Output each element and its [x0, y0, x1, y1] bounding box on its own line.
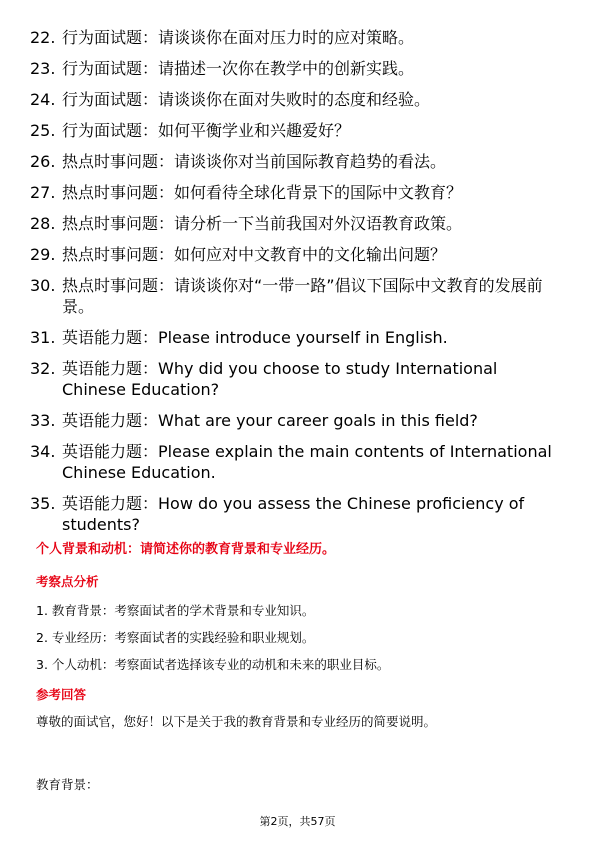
list-item: [30, 58, 565, 79]
list-item: [30, 441, 565, 483]
question-number: 30.: [30, 276, 56, 295]
answer-paragraph: 尊敬的面试官，您好！以下是关于我的教育背景和专业经历的简要说明。: [36, 714, 437, 729]
question-text: 行为面试题：请谈谈你在面对失败时的态度和经验。: [62, 90, 431, 109]
list-item: [30, 89, 565, 110]
question-text: 热点时事问题：如何看待全球化背景下的国际中文教育？: [62, 183, 463, 202]
list-item: [30, 182, 565, 203]
question-text: 英语能力题：What are your career goals in this field?: [62, 411, 478, 430]
question-number: 34.: [30, 442, 56, 461]
question-number: 26.: [30, 152, 56, 171]
list-item: 1. 教育背景：考察面试者的学术背景和专业知识。: [36, 603, 315, 618]
analysis-heading: 考察点分析: [36, 574, 99, 589]
question-text: 行为面试题：请描述一次你在教学中的创新实践。: [62, 59, 415, 78]
list-item: [30, 327, 565, 348]
question-number: 32.: [30, 359, 56, 378]
reference-heading: 参考回答: [36, 687, 87, 702]
list-item: [30, 213, 565, 234]
answer-paragraph: 教育背景：: [36, 777, 99, 792]
question-number: 31.: [30, 328, 56, 347]
question-text: 热点时事问题：请分析一下当前我国对外汉语教育政策。: [62, 214, 463, 233]
question-number: 22.: [30, 28, 56, 47]
analysis-points: [36, 602, 566, 673]
list-item: [30, 275, 565, 317]
page-footer: 第2页，共57页: [259, 815, 336, 828]
section-title: 个人背景和动机：请简述你的教育背景和专业经历。: [36, 542, 336, 557]
question-text: 英语能力题：Why did you choose to study International Chinese Education?: [62, 359, 498, 399]
list-item: [30, 27, 565, 48]
question-number: 28.: [30, 214, 56, 233]
question-text: 热点时事问题：请谈谈你对当前国际教育趋势的看法。: [62, 152, 447, 171]
list-item: [30, 410, 565, 431]
list-item: [30, 120, 565, 141]
question-text: 英语能力题：How do you assess the Chinese proficiency of students?: [62, 494, 525, 534]
question-text: 热点时事问题：请谈谈你对“一带一路”倡议下国际中文教育的发展前景。: [62, 276, 543, 316]
question-number: 23.: [30, 59, 56, 78]
question-number: 27.: [30, 183, 56, 202]
list-item: 3. 个人动机：考察面试者选择该专业的动机和未来的职业目标。: [36, 657, 390, 672]
question-list: [30, 27, 565, 545]
list-item: 2. 专业经历：考察面试者的实践经验和职业规划。: [36, 630, 315, 645]
answer-section: [36, 541, 566, 793]
question-text: 英语能力题：Please introduce yourself in English.: [62, 328, 448, 347]
question-number: 25.: [30, 121, 56, 140]
list-item: [30, 151, 565, 172]
question-text: 行为面试题：请谈谈你在面对压力时的应对策略。: [62, 28, 415, 47]
question-text: 英语能力题：Please explain the main contents of International Chinese Education.: [62, 442, 552, 482]
list-item: [30, 358, 565, 400]
question-text: 热点时事问题：如何应对中文教育中的文化输出问题？: [62, 245, 447, 264]
question-number: 33.: [30, 411, 56, 430]
list-item: [30, 244, 565, 265]
question-text: 行为面试题：如何平衡学业和兴趣爱好？: [62, 121, 351, 140]
list-item: [30, 493, 565, 535]
question-number: 24.: [30, 90, 56, 109]
question-number: 29.: [30, 245, 56, 264]
question-number: 35.: [30, 494, 56, 513]
